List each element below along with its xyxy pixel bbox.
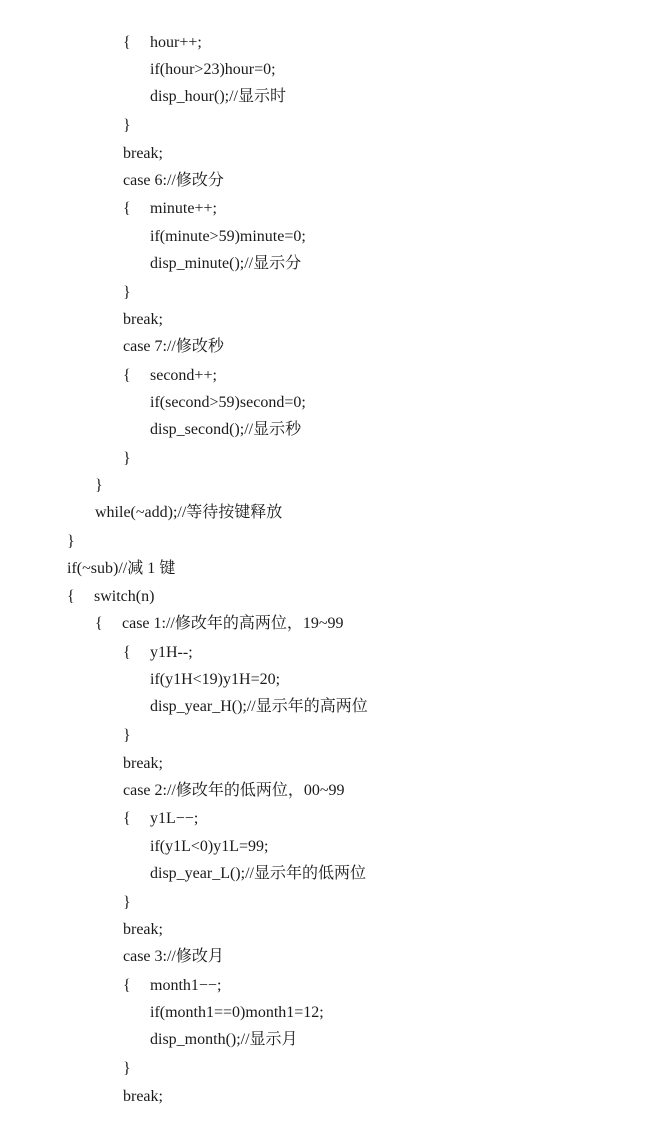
code-line: break; xyxy=(123,921,163,938)
code-line: case 7://修改秒 xyxy=(123,338,224,355)
code-line: disp_minute();//显示分 xyxy=(150,255,302,272)
code-line: } xyxy=(123,727,131,744)
code-line: case 3://修改月 xyxy=(123,948,224,965)
code-line: disp_year_H();//显示年的高两位 xyxy=(150,698,368,715)
code-line: if(month1==0)month1=12; xyxy=(150,1004,324,1021)
code-line: disp_month();//显示月 xyxy=(150,1031,298,1048)
code-line: { y1H--; xyxy=(123,644,193,661)
code-line: } xyxy=(95,477,103,494)
code-line: break; xyxy=(123,311,163,328)
code-line: case 6://修改分 xyxy=(123,172,224,189)
code-line: if(second>59)second=0; xyxy=(150,394,306,411)
code-line: while(~add);//等待按键释放 xyxy=(95,504,283,521)
code-line: } xyxy=(123,284,131,301)
code-line: disp_year_L();//显示年的低两位 xyxy=(150,865,366,882)
code-line: { month1−−; xyxy=(123,977,222,994)
code-line: if(y1H<19)y1H=20; xyxy=(150,671,281,688)
code-line: if(minute>59)minute=0; xyxy=(150,228,306,245)
code-line: { y1L−−; xyxy=(123,810,199,827)
code-line: break; xyxy=(123,755,163,772)
code-line: { case 1://修改年的高两位，19~99 xyxy=(95,615,344,632)
code-line: } xyxy=(123,894,131,911)
code-line: if(hour>23)hour=0; xyxy=(150,61,276,78)
code-line: } xyxy=(123,450,131,467)
code-line: { hour++; xyxy=(123,34,202,51)
code-line: } xyxy=(123,1060,131,1077)
code-line: if(~sub)//减 1 键 xyxy=(67,560,176,577)
code-line: break; xyxy=(123,1088,163,1105)
code-line: { second++; xyxy=(123,367,217,384)
code-line: { minute++; xyxy=(123,200,217,217)
code-line: case 2://修改年的低两位，00~99 xyxy=(123,782,345,799)
code-line: disp_second();//显示秒 xyxy=(150,421,302,438)
code-line: disp_hour();//显示时 xyxy=(150,88,286,105)
code-line: } xyxy=(123,117,131,134)
code-line: } xyxy=(67,533,75,550)
code-line: if(y1L<0)y1L=99; xyxy=(150,838,269,855)
code-line: break; xyxy=(123,145,163,162)
code-line: { switch(n) xyxy=(67,588,155,605)
